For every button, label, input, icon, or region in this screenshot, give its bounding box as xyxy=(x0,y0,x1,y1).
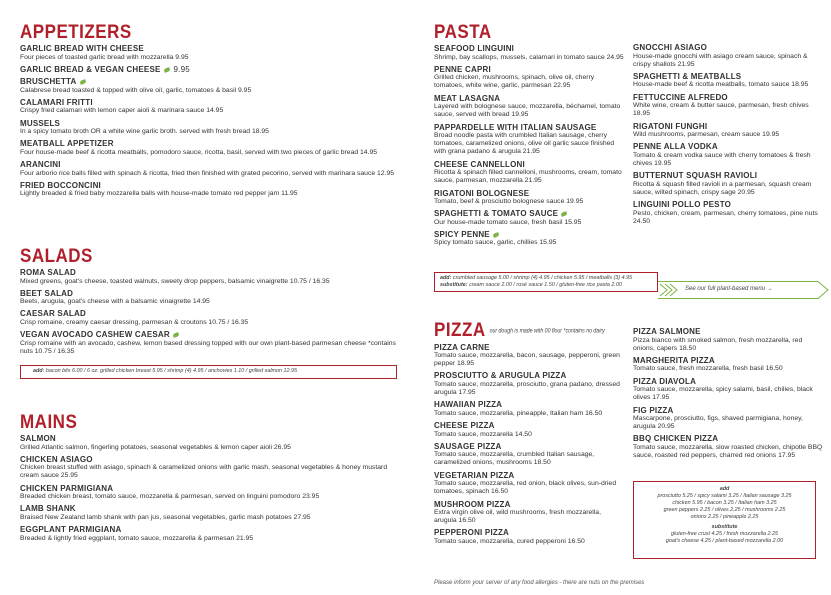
menu-item xyxy=(20,139,400,157)
menu-item-description: House-made gnocchi with asiago cream sauce, spinach & crispy shallots 21.95 xyxy=(633,52,808,68)
pizza-title: PIZZA xyxy=(434,318,486,341)
menu-item xyxy=(20,434,400,452)
pasta-add-box xyxy=(434,272,658,292)
menu-item-title: GNOCCHI ASIAGO xyxy=(633,43,708,52)
menu-item-name xyxy=(20,330,400,340)
menu-item-title: MUSHROOM PIZZA xyxy=(434,499,511,509)
pizza-right-list xyxy=(633,327,823,460)
menu-item-name xyxy=(20,309,400,319)
menu-item xyxy=(20,77,400,95)
salads-list xyxy=(20,268,400,356)
menu-item-description: Grilled Atlantic salmon, fingerling potatoes, seasonal vegetables & lemon caper aioli 26.95 xyxy=(20,443,291,451)
mains-title: MAINS xyxy=(20,410,78,433)
menu-item-title: GARLIC BREAD WITH CHEESE xyxy=(20,44,144,53)
menu-item-name xyxy=(20,289,400,299)
salads-section xyxy=(20,246,400,359)
menu-item-name xyxy=(633,434,823,444)
menu-item-name xyxy=(20,65,400,75)
menu-item-description: Layered with bolognese sauce, mozzarella, béchamel, tomato sauce, served with bread 19.95 xyxy=(434,103,621,119)
menu-item-name xyxy=(20,139,400,149)
menu-item-description: Tomato sauce, fresh mozzarella, fresh basil 16.50 xyxy=(633,365,783,373)
pizza-sub-line: goat's cheese 4.25 / plant-based mozzarella 2.00 xyxy=(665,538,784,544)
pasta-right-list xyxy=(633,43,823,226)
menu-item-title: FETTUCCINE ALFREDO xyxy=(633,92,728,102)
menu-item-title: MARGHERITA PIZZA xyxy=(633,355,715,365)
menu-item-description: Our house-made tomato sauce, fresh basil 15.95 xyxy=(434,218,582,226)
menu-item-title: EGGPLANT PARMIGIANA xyxy=(20,525,122,535)
menu-item-description: Tomato & cream vodka sauce with cherry tomatoes & fresh chives 19.95 xyxy=(633,151,811,167)
pasta-title: PASTA xyxy=(434,20,492,43)
menu-item-title: PIZZA CARNE xyxy=(434,342,490,352)
salads-add-box xyxy=(20,365,397,379)
menu-item-name xyxy=(20,484,400,494)
menu-item xyxy=(434,160,624,186)
menu-item-title: PENNE ALLA VODKA xyxy=(633,142,718,152)
menu-item-title: FIG PIZZA xyxy=(633,405,674,415)
menu-item xyxy=(434,471,624,497)
menu-item-description: Tomato sauce, mozzarella, crumbled Italian sausage, caramelized onions, mushrooms 18.50 xyxy=(434,451,595,467)
menu-item-title: CHEESE CANNELLONI xyxy=(434,159,525,169)
menu-item-title: BRUSCHETTA xyxy=(20,77,77,87)
plant-based-leaf-icon xyxy=(163,67,170,73)
appetizers-title: APPETIZERS xyxy=(20,20,132,43)
pizza-right-column xyxy=(633,327,823,463)
menu-item xyxy=(434,500,624,526)
menu-item xyxy=(434,421,624,439)
pizza-sub-line: gluten-free crust 4.25 / fresh mozzarella 2.25 xyxy=(671,531,778,537)
menu-item-description: Tomato sauce, mozzarella, prosciutto, grana padano, dressed arugula 17.95 xyxy=(434,380,620,397)
menu-item-description: Tomato sauce, mozzarella, pineapple, Italian ham 16.50 xyxy=(434,409,603,417)
appetizers-section xyxy=(20,22,400,201)
menu-item-title: LINGUINI POLLO PESTO xyxy=(633,200,732,210)
menu-item-description: Tomato sauce, mozzarella, bacon, sausage, pepperoni, green pepper 18.95 xyxy=(434,352,620,368)
menu-item-name xyxy=(20,77,400,87)
menu-item-title: RIGATONI BOLOGNESE xyxy=(434,188,530,198)
menu-item xyxy=(434,65,624,91)
pizza-add-line: onions 2.25 / pineapple 2.25 xyxy=(690,514,759,520)
menu-item xyxy=(434,230,624,248)
menu-item xyxy=(20,65,400,75)
plant-based-leaf-icon xyxy=(172,332,179,338)
menu-item-title: CHICKEN ASIAGO xyxy=(20,454,93,464)
menu-item xyxy=(20,98,400,116)
menu-item-description: Calabrese bread toasted & topped with olive oil, garlic, tomatoes & basil 9.95 xyxy=(20,86,252,94)
menu-item-description: Tomato sauce, mozzarella 14.50 xyxy=(434,430,532,438)
menu-item-description: Extra virgin olive oil, wild mushrooms, fresh mozzarella, arugula 16.50 xyxy=(434,509,601,525)
menu-item xyxy=(633,142,823,168)
menu-item-description: Crispy fried calamari with lemon caper aioli & marinara sauce 14.95 xyxy=(20,107,224,115)
menu-item-description: Ricotta & spinach filled cannelloni, mushrooms, cream, tomato sauce, parmesan, mozzarella 21.95 xyxy=(434,169,622,185)
menu-item-description: Beets, arugula, goat's cheese with a balsamic vinaigrette 14.95 xyxy=(20,298,210,306)
menu-item-description: Crisp romaine, creamy caesar dressing, parmesan & croutons 10.75 / 16.35 xyxy=(20,318,249,326)
menu-item-description: White wine, cream & butter sauce, parmesan, fresh chives 18.95 xyxy=(633,102,809,118)
menu-item-name xyxy=(633,93,823,103)
pasta-section xyxy=(434,22,624,251)
menu-item xyxy=(434,528,624,546)
menu-item-name xyxy=(434,421,624,431)
menu-item-title: LAMB SHANK xyxy=(20,504,76,514)
menu-item-title: VEGETARIAN PIZZA xyxy=(434,470,515,480)
menu-item-name xyxy=(633,377,823,387)
menu-item-title: VEGAN AVOCADO CASHEW CAESAR xyxy=(20,330,170,340)
menu-item xyxy=(633,356,823,374)
menu-item xyxy=(633,406,823,432)
menu-item-name xyxy=(434,189,624,199)
menu-item-title: MUSSELS xyxy=(20,118,61,128)
menu-item-name xyxy=(434,343,624,353)
menu-item-description: Crisp romaine with an avocado, cashew, lemon based dressing topped with our own plant-based parmesan cheese *contains nuts 10.75 / 16.35 xyxy=(20,339,396,355)
menu-item xyxy=(633,200,823,226)
menu-item xyxy=(434,94,624,120)
menu-item-description: Mixed greens, goat's cheese, toasted walnuts, sweety drop peppers, balsamic vinaigrette 10.75 / 16.35 xyxy=(20,277,330,285)
menu-item-name xyxy=(20,98,400,108)
menu-item-description: Tomato sauce, mozzarella, cured pepperoni 16.50 xyxy=(434,537,585,545)
menu-item-price: 9.95 xyxy=(173,64,190,74)
menu-item-title: SALMON xyxy=(20,434,56,443)
menu-item xyxy=(434,189,624,207)
pasta-add-line2: cream sauce 2.00 / rosé sauce 1.50 / gluten-free rice pasta 2.00 xyxy=(469,282,622,288)
menu-item-title: SAUSAGE PIZZA xyxy=(434,441,502,451)
menu-item xyxy=(633,43,823,69)
menu-item-description: Tomato, beef & prosciutto bolognese sauce 19.95 xyxy=(434,198,584,206)
pizza-add-label: add xyxy=(719,486,730,492)
menu-item-description: Mascarpone, prosciutto, figs, shaved parmigiana, honey, arugula 20.95 xyxy=(633,415,803,431)
mains-list xyxy=(20,434,400,543)
allergy-notice: Please inform your server of any food allergies - there are nuts on the premises xyxy=(434,580,645,586)
menu-item-description: Grilled chicken, mushrooms, spinach, olive oil, cherry tomatoes, white wine, garlic, parmesan 22.95 xyxy=(434,74,595,90)
menu-item xyxy=(20,504,400,522)
pizza-add-line: green peppers 2.25 / olives 2.25 / mushrooms 2.25 xyxy=(663,507,786,513)
menu-item xyxy=(20,119,400,137)
plant-based-leaf-icon xyxy=(492,232,499,238)
salads-title: SALADS xyxy=(20,244,93,267)
menu-item-name xyxy=(20,455,400,465)
pizza-add-line: chicken 5.95 / bacon 3.25 / Italian ham 3.25 xyxy=(672,500,777,506)
menu-item-name xyxy=(20,525,400,535)
menu-item-description: Four pieces of toasted garlic bread with mozzarella 9.95 xyxy=(20,53,189,61)
menu-item-name xyxy=(434,209,624,219)
menu-item-description: Tomato sauce, mozzarella, red onion, black olives, sun-dried tomatoes, spinach 16.50 xyxy=(434,480,617,496)
pizza-title-row xyxy=(434,320,624,341)
menu-item-description: Pizza bianco with smoked salmon, fresh mozzarella, red onions, capers 18.50 xyxy=(633,336,803,352)
menu-item-name xyxy=(434,160,624,170)
menu-item-title: SPAGHETTI & TOMATO SAUCE xyxy=(434,209,559,219)
menu-item-title: BEET SALAD xyxy=(20,288,74,298)
menu-item-title: SEAFOOD LINGUINI xyxy=(434,44,515,53)
menu-item xyxy=(633,327,823,353)
menu-item-name xyxy=(633,122,823,132)
menu-item-title: SPAGHETTI & MEATBALLS xyxy=(633,71,742,81)
menu-item-name xyxy=(633,356,823,366)
menu-item-title: BUTTERNUT SQUASH RAVIOLI xyxy=(633,171,758,181)
menu-item xyxy=(633,171,823,197)
menu-item-title: CALAMARI FRITTI xyxy=(20,97,93,107)
pasta-add-label: add: xyxy=(440,275,452,281)
menu-item xyxy=(20,330,400,356)
menu-item xyxy=(434,343,624,369)
pasta-right-column xyxy=(633,43,823,229)
plant-based-leaf-icon xyxy=(561,211,568,217)
menu-item-name xyxy=(434,94,624,104)
menu-item-name xyxy=(20,434,400,444)
menu-item xyxy=(434,123,624,157)
salads-add-label: add: xyxy=(33,368,45,374)
menu-item-name xyxy=(20,44,400,54)
menu-item-name xyxy=(434,528,624,538)
menu-item-title: PIZZA SALMONE xyxy=(633,327,701,336)
menu-item xyxy=(20,289,400,307)
menu-item-name xyxy=(434,471,624,481)
menu-item xyxy=(20,455,400,481)
menu-item-title: CHICKEN PARMIGIANA xyxy=(20,483,114,493)
menu-item-title: BBQ CHICKEN PIZZA xyxy=(633,434,719,444)
menu-item xyxy=(434,400,624,418)
pizza-sub-label: substitute xyxy=(711,524,738,530)
menu-item-description: Spicy tomato sauce, garlic, chillies 15.95 xyxy=(434,239,557,247)
pizza-section xyxy=(434,320,624,549)
pizza-left-list xyxy=(434,343,624,547)
menu-item-name xyxy=(434,371,624,381)
menu-item-name xyxy=(633,406,823,416)
menu-item-description: Lightly breaded & fried baby mozzarella balls with house-made tomato red pepper jam 11.95 xyxy=(20,190,298,198)
pasta-left-list xyxy=(434,44,624,248)
menu-item-name xyxy=(434,65,624,75)
menu-item-description: Breaded & lightly fried eggplant, tomato sauce, mozzarella & parmesan 21.95 xyxy=(20,534,254,542)
menu-item-description: Tomato sauce, mozzarella, slow roasted chicken, chipotle BBQ sauce, roasted red peppers, charred red onions 17.95 xyxy=(633,443,823,460)
menu-item-name xyxy=(20,268,400,278)
menu-item xyxy=(633,72,823,90)
menu-item-title: PEPPERONI PIZZA xyxy=(434,528,510,538)
menu-item-title: CHEESE PIZZA xyxy=(434,421,495,431)
menu-item-name xyxy=(633,142,823,152)
menu-item-description: Shrimp, bay scallops, mussels, calamari in tomato sauce 24.95 xyxy=(434,53,624,61)
menu-item-description: Pesto, chicken, cream, parmesan, cherry tomatoes, pine nuts 24.50 xyxy=(633,209,818,225)
menu-item-description: Chicken breast stuffed with asiago, spinach & caramelized onions with garlic mash, seasonal vegetables & honey mustard cream sauce 25.95 xyxy=(20,464,388,480)
menu-item xyxy=(434,209,624,227)
menu-item-title: ARANCINI xyxy=(20,160,61,170)
menu-item-name xyxy=(20,504,400,514)
menu-item-name xyxy=(633,171,823,181)
menu-item-description: Wild mushrooms, parmesan, cream sauce 19.95 xyxy=(633,131,780,139)
menu-item-title: MEATBALL APPETIZER xyxy=(20,139,114,149)
menu-item xyxy=(20,181,400,199)
plant-based-leaf-icon xyxy=(79,79,86,85)
menu-item-name xyxy=(434,123,624,133)
menu-item-title: SPICY PENNE xyxy=(434,229,490,239)
appetizers-list xyxy=(20,44,400,198)
menu-item-name xyxy=(20,119,400,129)
menu-item-name xyxy=(633,43,823,53)
menu-item-description: Ricotta & squash filled ravioli in a parmesan, squash cream sauce, wilted spinach, crispy sage 20.95 xyxy=(633,180,812,196)
menu-item-name xyxy=(20,181,400,191)
menu-item xyxy=(20,160,400,178)
menu-item xyxy=(20,44,400,62)
menu-item-title: PROSCIUTTO & ARUGULA PIZZA xyxy=(434,371,567,381)
menu-item xyxy=(434,371,624,397)
pasta-sub-label: substitute: xyxy=(440,282,468,288)
pizza-add-box xyxy=(633,481,816,559)
menu-item-name xyxy=(633,72,823,82)
menu-item xyxy=(434,44,624,62)
menu-item xyxy=(633,434,823,460)
menu-item-name xyxy=(434,442,624,452)
menu-item-title: PIZZA DIAVOLA xyxy=(633,376,697,386)
menu-item-name xyxy=(20,160,400,170)
menu-item-title: CAESAR SALAD xyxy=(20,309,86,319)
salads-add-text: bacon bits 6.00 / 6 oz. grilled chicken breast 5.95 / shrimp (4) 4.95 / anchovies 1.10 / grilled salmon 12.95 xyxy=(45,368,297,374)
plant-based-menu-label: See our full plant-based menu → xyxy=(685,286,773,292)
menu-item-title: ROMA SALAD xyxy=(20,268,76,277)
menu-item-title: GARLIC BREAD & VEGAN CHEESE xyxy=(20,64,161,74)
pizza-dough-note: our dough is made with 00 flour *contains no dairy xyxy=(489,327,605,335)
menu-item-title: FRIED BOCCONCINI xyxy=(20,180,101,190)
menu-item-title: RIGATONI FUNGHI xyxy=(633,121,708,131)
menu-item-description: Braised New Zealand lamb shank with pan jus, seasonal vegetables, garlic mash potatoes 27.95 xyxy=(20,513,311,521)
menu-item-description: House-made beef & ricotta meatballs, tomato sauce 18.95 xyxy=(633,81,809,89)
menu-item xyxy=(20,525,400,543)
menu-item-description: Tomato sauce, mozzarella, spicy salami, basil, chilies, black olives 17.95 xyxy=(633,386,813,402)
menu-item xyxy=(633,122,823,140)
pasta-add-line1: crumbled sausage 5.00 / shrimp (4) 4.95 / chicken 5.95 / meatballs (3) 4.95 xyxy=(452,275,633,281)
menu-item-name xyxy=(434,230,624,240)
plant-based-menu-link[interactable] xyxy=(658,281,829,299)
menu-item xyxy=(633,377,823,403)
menu-item xyxy=(20,484,400,502)
menu-item-title: PAPPARDELLE WITH ITALIAN SAUSAGE xyxy=(434,122,597,132)
menu-item-description: Broad noodle pasta with crumbled Italian sausage, cherry tomatoes, caramelized onions, olive oil garlic sauce finished with grana padano & arugula 21.95 xyxy=(434,132,615,156)
menu-item-description: In a spicy tomato broth OR a white wine garlic broth. served with fresh bread 18.95 xyxy=(20,128,269,136)
menu-item xyxy=(434,442,624,468)
menu-item-title: PENNE CAPRI xyxy=(434,64,491,74)
pizza-add-line: prosciutto 5.25 / spicy salami 3.25 / Italian sausage 3.25 xyxy=(657,493,792,499)
menu-item-title: MEAT LASAGNA xyxy=(434,93,501,103)
menu-item-title: HAWAIIAN PIZZA xyxy=(434,400,503,410)
menu-item-description: Breaded chicken breast, tomato sauce, mozzarella & parmesan, served on linguini pomodoro 23.95 xyxy=(20,493,320,501)
mains-section xyxy=(20,412,400,546)
menu-item-description: Four house-made beef & ricotta meatballs, pomodoro sauce, ricotta, basil, served with two pieces of garlic bread 14.95 xyxy=(20,148,378,156)
menu-item-name xyxy=(434,500,624,510)
menu-item xyxy=(633,93,823,119)
menu-item-description: Four arborio rice balls filled with spinach & ricotta, fried then finished with grated pecorino, served with marinara sauce 12.95 xyxy=(20,169,395,177)
menu-item-name xyxy=(633,200,823,210)
menu-item xyxy=(20,309,400,327)
menu-item xyxy=(20,268,400,286)
menu-item-name xyxy=(434,400,624,410)
menu-item-name xyxy=(633,327,823,337)
menu-item-name xyxy=(434,44,624,54)
